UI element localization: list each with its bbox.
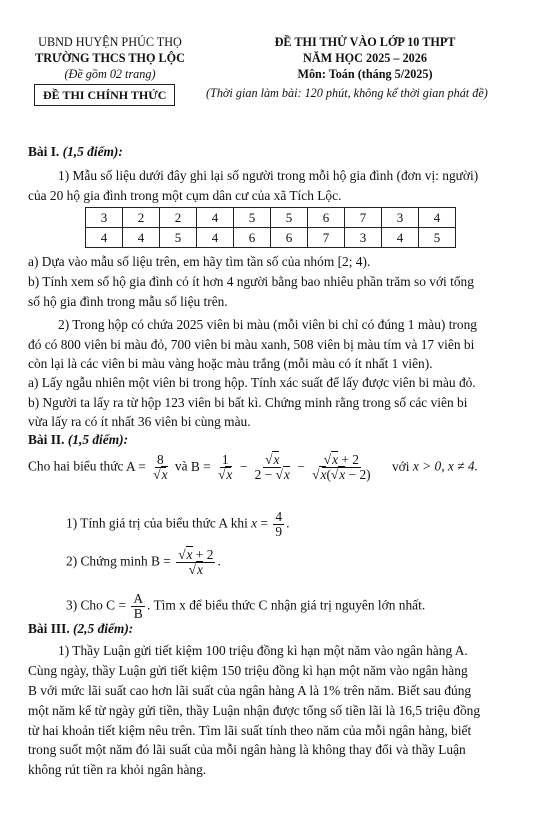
bai1-b-line2: số hộ gia đình trong mẫu số liệu trên. — [28, 294, 228, 309]
table-cell: 4 — [419, 208, 456, 228]
bai1-p2-line1: 2) Trong hộp có chứa 2025 viên bi màu (mỗi viên bi chỉ có đúng 1 màu) trong — [58, 317, 477, 332]
table-cell: 3 — [345, 228, 382, 248]
table-row — [86, 208, 456, 228]
bai1-p2-line3: còn lại là các viên bi màu vàng hoặc màu trắng (mỗi màu có ít nhất 1 viên). — [28, 356, 433, 371]
table-cell: 5 — [271, 208, 308, 228]
table-cell: 2 — [160, 208, 197, 228]
table-cell: 6 — [308, 208, 345, 228]
bai3-line5: từ hai khoản tiết kiệm nêu trên. Tìm lãi suất tính theo năm của mỗi ngân hàng, biết — [28, 723, 472, 738]
bai1-p2-b2: vừa lấy ra có ít nhất 36 viên bi cùng màu. — [28, 414, 251, 429]
table-cell: 4 — [86, 228, 123, 248]
table-cell: 6 — [271, 228, 308, 248]
bai1-a: a) Dựa vào mẫu số liệu trên, em hãy tìm tần số của nhóm [2; 4). — [28, 254, 371, 269]
expr-b: B = $\frac{1}{√x}$ − $\frac{√x}{2 - √x}$ − $\frac{√x + 2}{√x(√x - 2)}$ — [190, 452, 371, 482]
school-year: NĂM HỌC 2025 – 2026 — [303, 51, 427, 65]
bai1-heading: Bài I. (1,5 điểm): — [28, 144, 123, 159]
condition: x > 0, x ≠ 4. — [412, 458, 478, 474]
bai3-line1: 1) Thầy Luận gửi tiết kiệm 100 triệu đồng kì hạn một năm vào ngân hàng A. — [58, 643, 468, 658]
bai1-p2-line2: đó có 800 viên bi màu đỏ, 700 viên bi màu xanh, 508 viên bị màu tím và 17 viên bi — [28, 337, 475, 352]
table-cell: 4 — [197, 228, 234, 248]
table-cell: 5 — [234, 208, 271, 228]
expr-a: A = $\frac{8}{√x}$ — [126, 452, 168, 482]
page-count: (Đề gồm 02 trang) — [64, 67, 156, 81]
table-cell: 5 — [419, 228, 456, 248]
bai2-q3: 3) Cho C = $\frac{A}{B}$ . Tìm x để biểu thức C nhận giá trị nguyên lớn nhất. — [66, 591, 426, 621]
bai1-p1-line1: 1) Mẫu số liệu dưới đây ghi lại số người trong mỗi hộ gia đình (đơn vị: người) — [58, 168, 479, 183]
bai1-b-line1: b) Tính xem số hộ gia đình có ít hơn 4 người bằng bao nhiêu phần trăm so với tổng — [28, 274, 474, 289]
bai3-line4: một năm kể từ ngày gửi tiền, thầy Luận nhận được tổng số tiền lãi là 16,5 triệu đồng — [28, 703, 481, 718]
bai1-p2-a: a) Lấy ngẫu nhiên một viên bi trong hộp. Tính xác suất để lấy được viên bi màu đỏ. — [28, 375, 476, 390]
header-right — [230, 34, 500, 82]
bai2-q1: 1) Tính giá trị của biểu thức A khi x = $\frac{4}{9}$ . — [66, 509, 290, 539]
table-cell: 6 — [234, 228, 271, 248]
table-cell: 4 — [197, 208, 234, 228]
table-cell: 7 — [345, 208, 382, 228]
bai1-p2-b1: b) Người ta lấy ra từ hộp 123 viên bi bất kì. Chứng minh rằng trong số các viên bi — [28, 395, 468, 410]
bai1-p1-line2: của 20 hộ gia đình trong một cụm dân cư của xã Tích Lộc. — [28, 188, 342, 203]
official-label: ĐỀ THI CHÍNH THỨC — [34, 84, 175, 106]
data-table — [85, 207, 456, 248]
bai2-intro: Cho hai biểu thức A = $\frac{8}{√x}$ và B = $\frac{1}{√x}$ − $\frac{√x}{2 - √x}$ − $\frac{√x + 2}{√x(√x - 2)}$ với x > 0, x ≠ 4. — [28, 452, 478, 482]
subject: Môn: Toán (tháng 5/2025) — [297, 67, 433, 81]
bai3-line2: Cùng ngày, thầy Luận gửi tiết kiệm 150 triệu đồng kì hạn một năm vào ngân hàng — [28, 663, 468, 678]
table-cell: 3 — [382, 208, 419, 228]
table-cell: 4 — [382, 228, 419, 248]
time-note: (Thời gian làm bài: 120 phút, không kể thời gian phát đề) — [206, 86, 488, 100]
exam-title: ĐỀ THI THỬ VÀO LỚP 10 THPT — [274, 35, 456, 49]
table-cell: 5 — [160, 228, 197, 248]
table-cell: 2 — [123, 208, 160, 228]
bai2-heading: Bài II. (1,5 điểm): — [28, 432, 129, 447]
table-row — [86, 228, 456, 248]
bai3-line7: không rút tiền ra khỏi ngân hàng. — [28, 762, 207, 777]
table-cell: 3 — [86, 208, 123, 228]
official-box — [34, 88, 175, 103]
school-name: TRƯỜNG THCS THỌ LỘC — [35, 51, 185, 65]
bai3-line6: trong suốt một năm đó lãi suất của mỗi ngân hàng là không thay đổi và thầy Luận — [28, 742, 466, 757]
table-cell: 4 — [123, 228, 160, 248]
org-name: UBND HUYỆN PHÚC THỌ — [38, 35, 182, 49]
header-left — [20, 34, 200, 82]
table-cell: 7 — [308, 228, 345, 248]
bai3-line3: B với mức lãi suất cao hơn lãi suất của ngân hàng A là 1% trên năm. Biết sau đúng — [28, 683, 472, 698]
bai2-q2: 2) Chứng minh B = $\frac{√x + 2}{√x}$ . — [66, 547, 221, 577]
bai3-heading: Bài III. (2,5 điểm): — [28, 621, 134, 636]
